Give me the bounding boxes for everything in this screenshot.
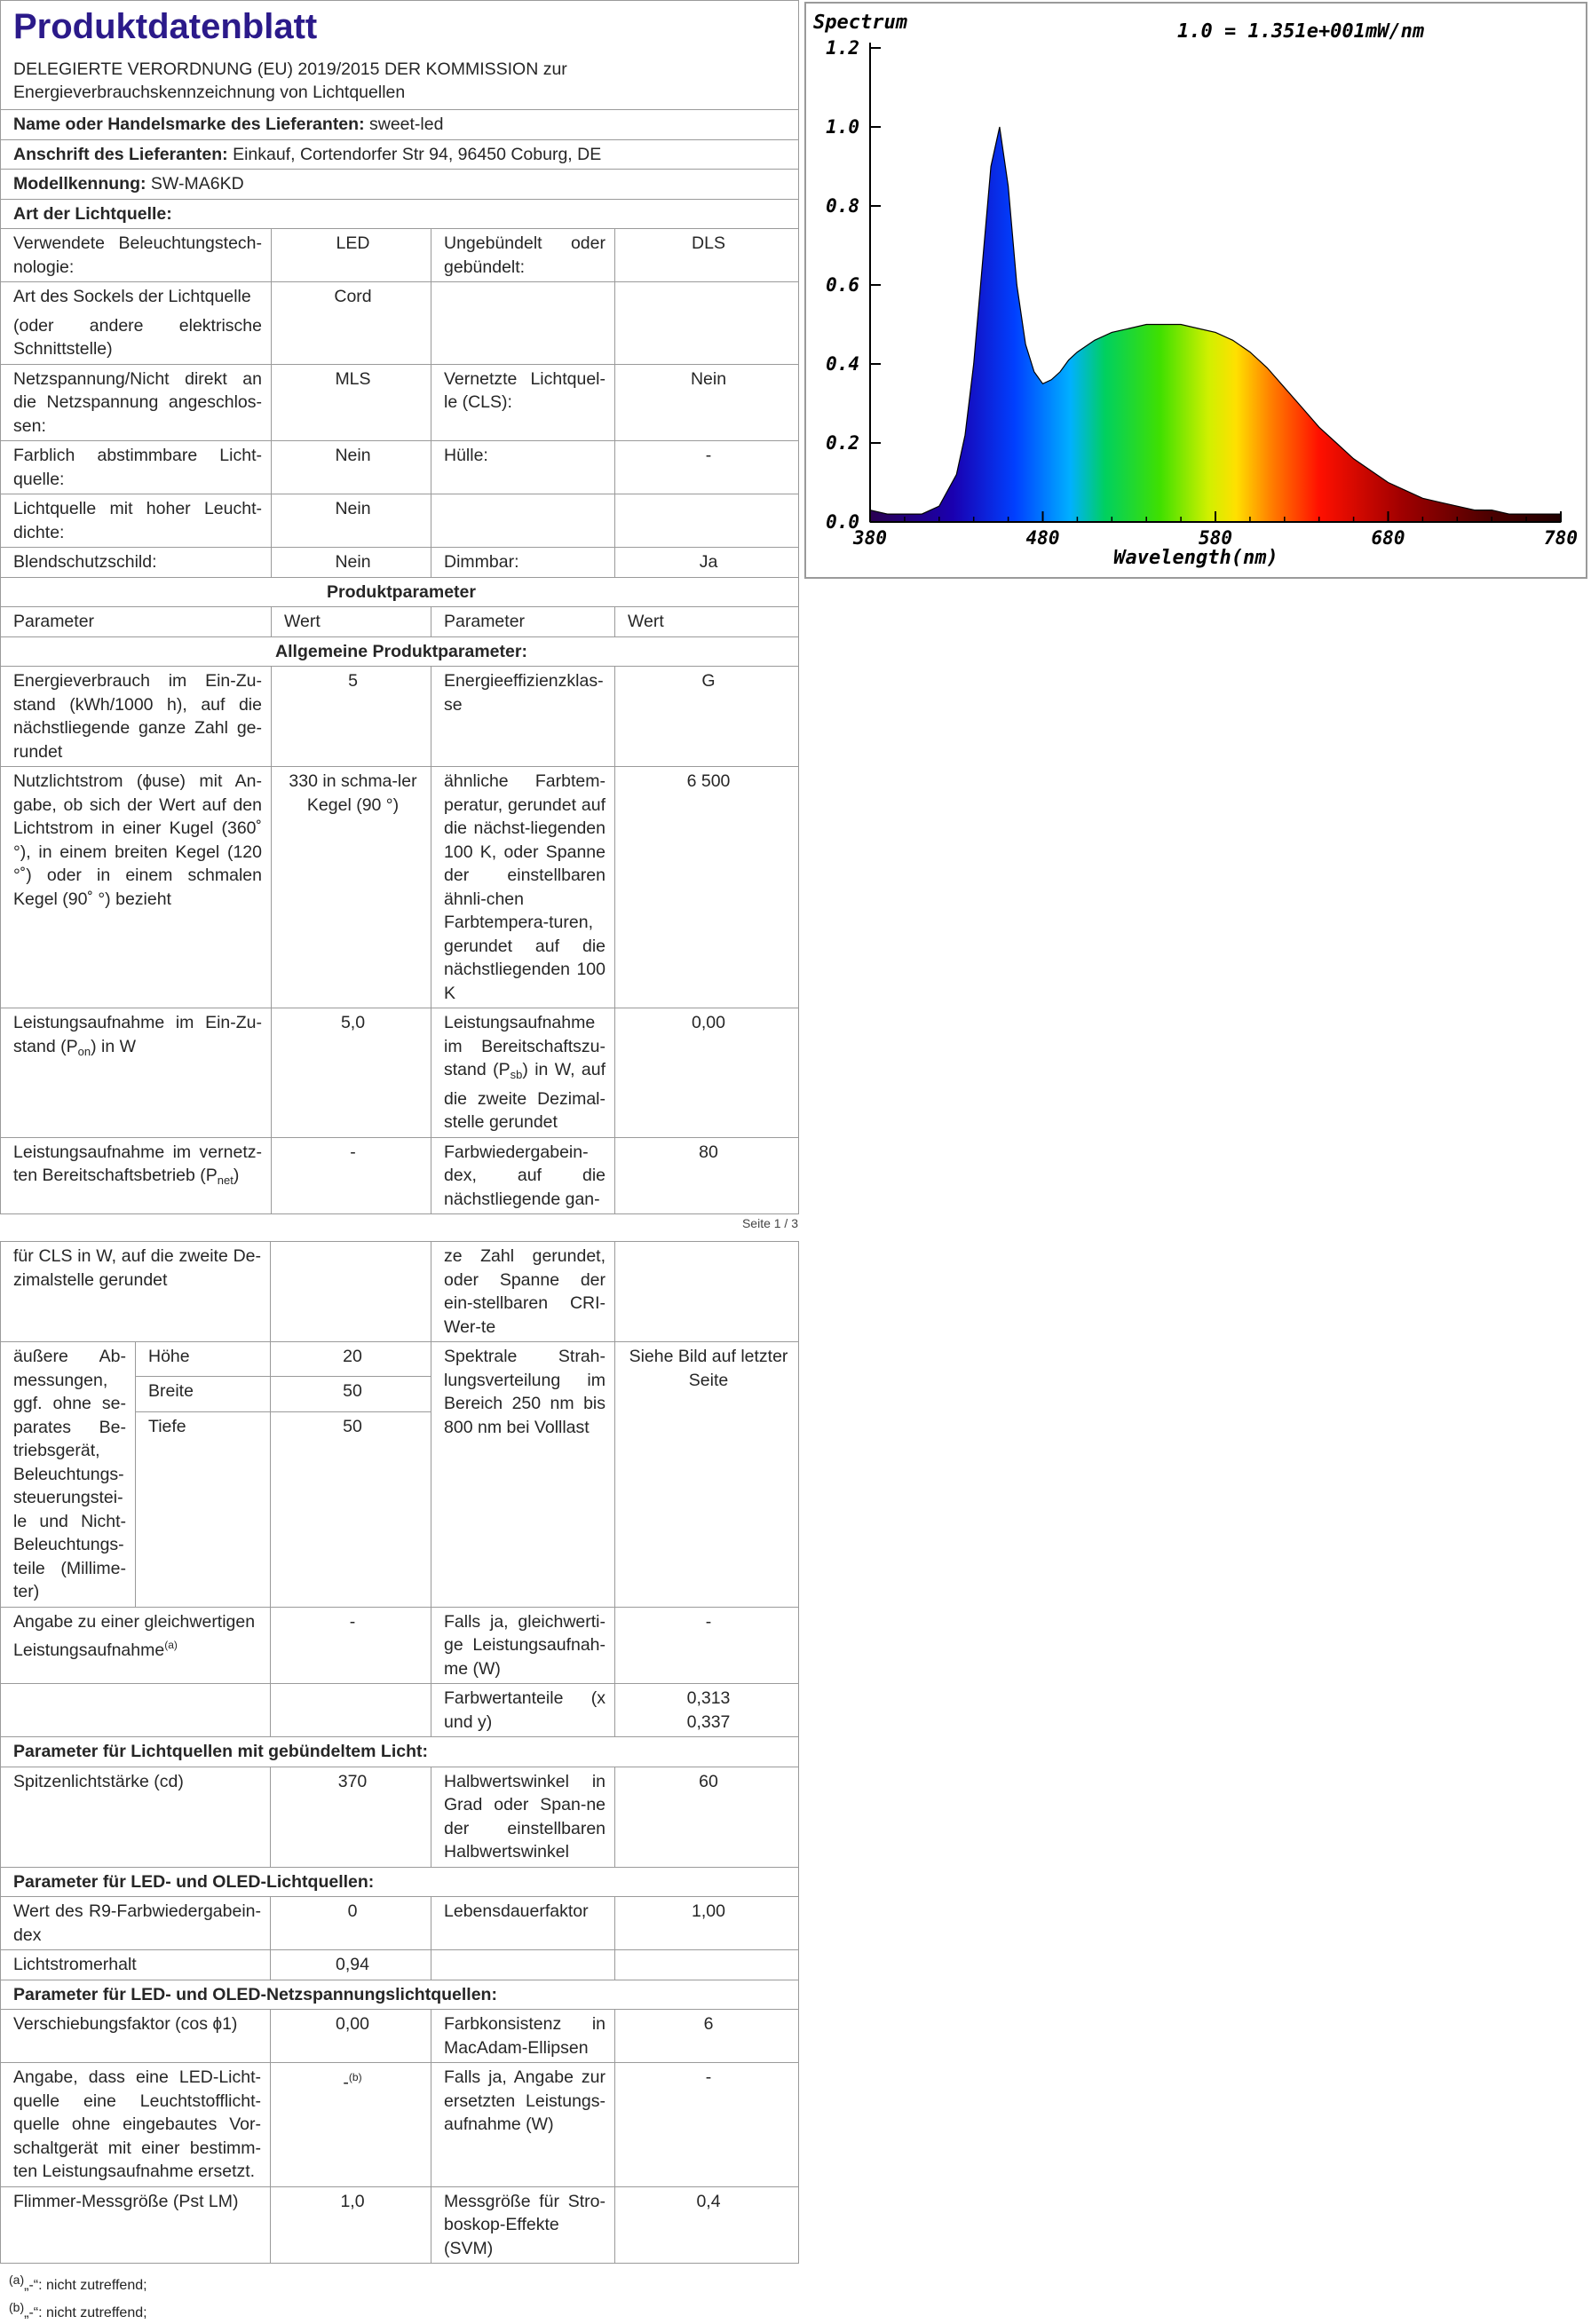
column-header-value: Wert: [272, 607, 431, 637]
survival-factor-label: Lebensdauerfaktor: [431, 1897, 615, 1950]
r9-value: 0: [271, 1897, 431, 1950]
table-row: [1, 1767, 799, 1867]
networked-standby-close: ): [233, 1166, 240, 1185]
peak-intensity-label: Spitzenlichtstärke (cd): [1, 1767, 271, 1867]
on-mode-power-unit: ) in W: [91, 1036, 137, 1056]
replacement-claim-value: [271, 2063, 431, 2187]
empty-cell: [271, 1242, 431, 1342]
footnote-a-mark: (a): [9, 2273, 25, 2287]
footnote-b-mark: (b): [9, 2300, 25, 2314]
equivalent-power-w-label: Falls ja, gleichwerti-ge Leistungsaufnah-me (W): [431, 1607, 615, 1684]
x-tick-label: 480: [1025, 527, 1060, 549]
footnote-mark-a: (a): [164, 1639, 178, 1651]
empty-cell: [431, 494, 615, 548]
stroboscopic-value: 0,4: [615, 2186, 799, 2264]
cap-type-label-line1: Art des Sockels der Lichtquelle: [13, 287, 251, 306]
on-mode-power-text: Leistungsaufnahme im Ein-Zu-stand (P: [13, 1013, 262, 1056]
table-row: [1, 667, 799, 767]
table-row: [1, 548, 799, 578]
footnotes: [0, 2269, 798, 2324]
cap-type-value: Cord: [272, 282, 431, 365]
footnote-a: [9, 2269, 798, 2296]
standby-power-unit: ) in W, auf die zweite Dezimal-stelle gerundet: [444, 1060, 606, 1132]
table-row: [1, 1684, 799, 1737]
on-mode-power-value: 5,0: [272, 1008, 431, 1138]
chart-title: Spectrum: [813, 12, 907, 34]
page-number: Seite 1 / 3: [741, 1216, 798, 1230]
empty-cell: [615, 1242, 799, 1342]
standby-power-text: Leistungsaufnahme im Bereitschaftszu-stand (P: [444, 1013, 606, 1079]
table-header-row: [1, 607, 799, 637]
table-row: [1, 1897, 799, 1950]
cap-type-label: [1, 282, 272, 365]
footnote-a-text: „-“: nicht zutreffend;: [24, 2278, 147, 2293]
table-row: [1, 441, 799, 494]
standby-power-subscript: sb: [510, 1068, 523, 1081]
empty-cell: [615, 282, 799, 365]
replacement-claim-dash: -: [343, 2073, 349, 2092]
equivalent-power-label: [1, 1607, 271, 1684]
displacement-factor-value: 0,00: [271, 2010, 431, 2063]
on-mode-power-subscript: on: [77, 1044, 91, 1058]
datasheet-table-page1: [0, 0, 799, 1214]
supplier-name-label: Name oder Handelsmarke des Lieferanten:: [13, 115, 365, 134]
technology-label: Verwendete Beleuchtungstech-nologie:: [1, 229, 272, 282]
y-tick-label: 0.4: [826, 353, 859, 375]
regulation-text: DELEGIERTE VERORDNUNG (EU) 2019/2015 DER KOMMISSION zur Energieverbrauchskennzeichnung von Lichtquellen: [13, 59, 567, 102]
depth-value: 50: [271, 1411, 431, 1607]
cct-label: ähnliche Farbtem-peratur, gerundet auf die nächst-liegenden 100 K, oder Spanne der einstellbaren ähnli-chen Farbtempera-turen, gerundet auf die nächstliegenden 100 K: [431, 767, 615, 1008]
equivalent-power-text: Angabe zu einer gleichwertigen Leistungsaufnahme: [13, 1611, 256, 1660]
energy-class-value: G: [615, 667, 799, 767]
supplier-address-value: Einkauf, Cortendorfer Str 94, 96450 Coburg, DE: [233, 144, 602, 164]
chromaticity-y-value: 0,337: [686, 1711, 731, 1732]
empty-cell: [615, 1950, 799, 1980]
dimmable-label: Dimmbar:: [431, 548, 615, 578]
dimensions-label: äußere Ab-messungen, ggf. ohne se-parates Be-triebsgerät, Beleuchtungs-steuerungstei-le und Nicht-Beleuchtungs-teile (Millime-ter): [1, 1342, 136, 1608]
general-parameters-heading: Allgemeine Produktparameter:: [1, 636, 799, 667]
table-row: [1, 2063, 799, 2187]
table-row: [1, 1137, 799, 1214]
networked-standby-value: -: [272, 1137, 431, 1214]
cls-label: Vernetzte Lichtquel-le (CLS):: [431, 364, 615, 441]
networked-standby-subscript: net: [217, 1174, 234, 1187]
standby-power-value: 0,00: [615, 1008, 799, 1138]
mains-parameters-heading: Parameter für LED- und OLED-Netzspannungslichtquellen:: [1, 1980, 799, 2010]
luminous-flux-label: Nutzlichtstrom (ɸuse) mit An-gabe, ob sich der Wert auf den Lichtstrom in einer Kugel (360˚ °), in einem breiten Kegel (120 °˚) oder in einem schmalen Kegel (90˚ °) bezieht: [1, 767, 272, 1008]
width-value: 50: [271, 1377, 431, 1411]
equivalent-power-value: -: [271, 1607, 431, 1684]
spectrum-chart: [804, 2, 1587, 579]
cri-value: 80: [615, 1137, 799, 1214]
x-tick-label: 380: [853, 527, 887, 549]
table-row: [1, 1607, 799, 1684]
page-title: Produktdatenblatt: [13, 7, 318, 46]
flicker-label: Flimmer-Messgröße (Pst LM): [1, 2186, 271, 2264]
supplier-name-row: [1, 110, 799, 140]
table-row: [1, 2010, 799, 2063]
replaced-power-label: Falls ja, Angabe zur ersetzten Leistungs-aufnahme (W): [431, 2063, 615, 2187]
table-row: [1, 229, 799, 282]
beam-angle-value: 60: [615, 1767, 799, 1867]
column-header-value: Wert: [615, 607, 799, 637]
peak-intensity-value: 370: [271, 1767, 431, 1867]
empty-cell: [1, 1684, 271, 1737]
y-tick-label: 0.6: [826, 274, 859, 296]
x-tick-label: 580: [1199, 527, 1232, 549]
y-tick-label: 1.2: [826, 37, 859, 59]
empty-cell: [431, 282, 615, 365]
light-source-type-heading: Art der Lichtquelle:: [1, 199, 799, 229]
cls-value: Nein: [615, 364, 799, 441]
x-tick-label: 680: [1371, 527, 1405, 549]
depth-label: Tiefe: [136, 1411, 271, 1607]
directional-value: DLS: [615, 229, 799, 282]
chromaticity-value: [615, 1684, 799, 1737]
supplier-address-label: Anschrift des Lieferanten:: [13, 144, 228, 164]
table-row: [1, 494, 799, 548]
width-label: Breite: [136, 1377, 271, 1411]
high-luminance-value: Nein: [272, 494, 431, 548]
footnote-mark-b: (b): [348, 2071, 362, 2083]
on-mode-power-label: [1, 1008, 272, 1138]
table-row: [1, 364, 799, 441]
high-luminance-label: Lichtquelle mit hoher Leucht-dichte:: [1, 494, 272, 548]
flicker-value: 1,0: [271, 2186, 431, 2264]
cct-value: 6 500: [615, 767, 799, 1008]
stroboscopic-label: Messgröße für Stro-boskop-Effekte (SVM): [431, 2186, 615, 2264]
supplier-address-row: [1, 139, 799, 170]
envelope-value: -: [615, 441, 799, 494]
x-tick-label: 780: [1544, 527, 1578, 549]
table-row: [1, 1008, 799, 1138]
mains-label: Netzspannung/Nicht direkt an die Netzspannung angeschlos-sen:: [1, 364, 272, 441]
y-tick-label: 0.8: [826, 195, 859, 217]
empty-cell: [615, 494, 799, 548]
lumen-maintenance-value: 0,94: [271, 1950, 431, 1980]
footnote-b: [9, 2296, 798, 2324]
spectral-distribution-label: Spektrale Strah-lungsverteilung im Bereich 250 nm bis 800 nm bei Volllast: [431, 1342, 615, 1608]
networked-standby-label-continued: für CLS in W, auf die zweite De-zimalstelle gerundet: [1, 1242, 271, 1342]
energy-consumption-value: 5: [272, 667, 431, 767]
lumen-maintenance-label: Lichtstromerhalt: [1, 1950, 271, 1980]
x-axis-label: Wavelength(nm): [1113, 547, 1278, 569]
survival-factor-value: 1,00: [615, 1897, 799, 1950]
y-tick-label: 0.2: [826, 432, 859, 454]
empty-cell: [431, 1950, 615, 1980]
table-row: [1, 2186, 799, 2264]
standby-power-label: [431, 1008, 615, 1138]
chromaticity-x-value: 0,313: [686, 1688, 731, 1708]
r9-label: Wert des R9-Farbwiedergabein-dex: [1, 1897, 271, 1950]
height-value: 20: [271, 1342, 431, 1377]
technology-value: LED: [272, 229, 431, 282]
dimmable-value: Ja: [615, 548, 799, 578]
cri-label-continued: ze Zahl gerundet, oder Spanne der ein-stellbaren CRI-Wer-te: [431, 1242, 615, 1342]
y-tick-label: 0.0: [826, 511, 859, 533]
colour-consistency-value: 6: [615, 2010, 799, 2063]
datasheet-table-page2: [0, 1241, 799, 2264]
table-row: [1, 282, 799, 365]
beam-angle-label: Halbwertswinkel in Grad oder Span-ne der einstellbaren Halbwertswinkel: [431, 1767, 615, 1867]
table-row: [1, 1342, 799, 1377]
y-tick-label: 1.0: [826, 116, 859, 138]
replacement-claim-label: Angabe, dass eine LED-Licht-quelle eine Leuchtstofflicht-quelle ohne eingebautes Vor-schaltgerät mit einer bestimm-ten Leistungsaufnahme ersetzt.: [1, 2063, 271, 2187]
footnote-b-text: „-“: nicht zutreffend;: [24, 2305, 147, 2320]
title-cell: [1, 1, 799, 110]
supplier-name-value: sweet-led: [368, 115, 444, 134]
tunable-value: Nein: [272, 441, 431, 494]
replaced-power-value: -: [615, 2063, 799, 2187]
luminous-flux-value: 330 in schma-ler Kegel (90 °): [272, 767, 431, 1008]
table-row: [1, 1950, 799, 1980]
cap-type-label-line2: (oder andere elektrische Schnittstelle): [13, 315, 262, 359]
networked-standby-label: [1, 1137, 272, 1214]
chart-subtitle: 1.0 = 1.351e+001mW/nm: [1177, 20, 1425, 43]
table-row: [1, 1242, 799, 1342]
colour-consistency-label: Farbkonsistenz in MacAdam-Ellipsen: [431, 2010, 615, 2063]
model-value: SW-MA6KD: [150, 174, 244, 194]
model-label: Modellkennung:: [13, 174, 146, 194]
networked-standby-text: Leistungsaufnahme im vernetz-ten Bereitschaftsbetrieb (P: [13, 1142, 262, 1185]
cri-label: Farbwiedergabein-dex, auf die nächstliegende gan-: [431, 1137, 615, 1214]
mains-value: MLS: [272, 364, 431, 441]
height-label: Höhe: [136, 1342, 271, 1377]
column-header-parameter: Parameter: [431, 607, 615, 637]
directional-label: Ungebündelt oder gebündelt:: [431, 229, 615, 282]
energy-class-label: Energieeffizienzklas-se: [431, 667, 615, 767]
table-row: [1, 767, 799, 1008]
model-row: [1, 170, 799, 200]
energy-consumption-label: Energieverbrauch im Ein-Zu-stand (kWh/1000 h), auf die nächstliegende ganze Zahl ge-rundet: [1, 667, 272, 767]
glare-shield-label: Blendschutzschild:: [1, 548, 272, 578]
envelope-label: Hülle:: [431, 441, 615, 494]
led-parameters-heading: Parameter für LED- und OLED-Lichtquellen:: [1, 1867, 799, 1897]
glare-shield-value: Nein: [272, 548, 431, 578]
empty-cell: [271, 1684, 431, 1737]
column-header-parameter: Parameter: [1, 607, 272, 637]
equivalent-power-w-value: -: [615, 1607, 799, 1684]
tunable-label: Farblich abstimmbare Licht-quelle:: [1, 441, 272, 494]
page-break: [0, 1214, 798, 1241]
spectral-distribution-value: Siehe Bild auf letzter Seite: [615, 1342, 799, 1608]
product-parameters-heading: Produktparameter: [1, 577, 799, 607]
displacement-factor-label: Verschiebungsfaktor (cos ɸ1): [1, 2010, 271, 2063]
directional-parameters-heading: Parameter für Lichtquellen mit gebündeltem Licht:: [1, 1737, 799, 1767]
chromaticity-label: Farbwertanteile (x und y): [431, 1684, 615, 1737]
